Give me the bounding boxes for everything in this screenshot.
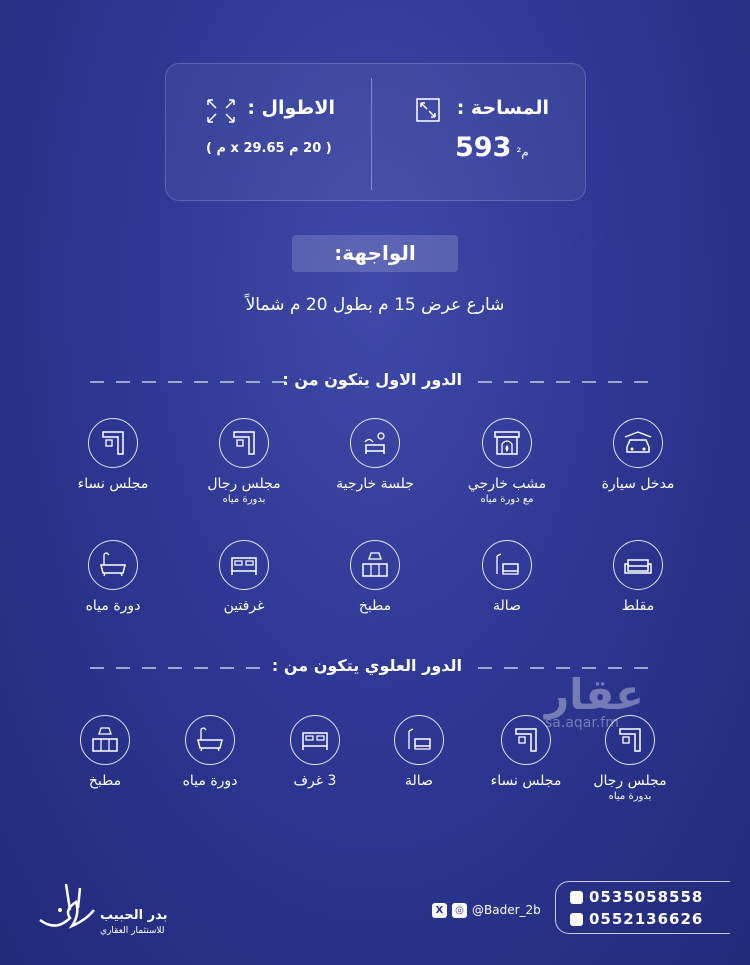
phone-number[interactable]: 0535058558 — [589, 888, 704, 906]
feature-label: غرفتين — [223, 598, 265, 614]
feature-label: دورة مياه — [182, 773, 238, 789]
fireplace-icon — [482, 418, 532, 468]
outdoor-seating-icon — [350, 418, 400, 468]
area-unit: م² — [516, 145, 529, 159]
upper-feature-kitchen — [40, 715, 170, 789]
sofa-icon — [613, 540, 663, 590]
phone-icon — [570, 913, 583, 926]
feature-label: صالة — [405, 773, 433, 789]
watermark-sub: sa.aqar.fm — [545, 715, 619, 731]
feature-label: دورة مياه — [85, 598, 141, 614]
brand-name: بدر الحبيب — [100, 908, 168, 923]
feature-label: صالة — [493, 598, 521, 614]
dims-expand-icon — [206, 98, 236, 124]
ground-feature-men-majlis — [179, 418, 309, 505]
facade-title: الواجهة: — [292, 235, 458, 272]
social-handle[interactable]: @Bader_2b — [472, 903, 541, 917]
feature-sublabel: بدورة مياه — [222, 494, 266, 505]
feature-label: مدخل سيارة — [601, 476, 675, 492]
ground-feature-outdoor-fireplace — [442, 418, 572, 505]
x-icon[interactable]: X — [432, 903, 447, 918]
phone-icon — [570, 891, 583, 904]
bed-icon — [219, 540, 269, 590]
stats-divider — [371, 78, 372, 190]
instagram-icon[interactable]: ◎ — [452, 903, 467, 918]
ground-feature-bathroom — [48, 540, 178, 614]
feature-label: مجلس نساء — [490, 773, 562, 789]
majlis-icon — [219, 418, 269, 468]
ground-feature-outdoor-seating — [310, 418, 440, 492]
feature-label: مجلس رجال — [207, 476, 281, 492]
majlis-icon — [605, 715, 655, 765]
feature-label: مشب خارجي — [467, 476, 547, 492]
ground-feature-dining — [573, 540, 703, 614]
ground-feature-kitchen — [310, 540, 440, 614]
facade-description: شارع عرض 15 م بطول 20 م شمالاً — [245, 295, 505, 315]
area-value-wrap — [449, 132, 529, 163]
bed-icon — [290, 715, 340, 765]
car-garage-icon — [613, 418, 663, 468]
phone-box — [555, 881, 730, 934]
bathtub-icon — [88, 540, 138, 590]
bathtub-icon — [185, 715, 235, 765]
feature-sublabel: بدورة مياه — [608, 791, 652, 802]
feature-label: جلسة خارجية — [336, 476, 414, 492]
brand-subtitle: للاستثمار العقاري — [100, 926, 165, 936]
living-room-icon — [394, 715, 444, 765]
feature-label: مجلس نساء — [77, 476, 149, 492]
feature-label: مطبخ — [88, 773, 122, 789]
feature-label: مقلط — [621, 598, 655, 614]
majlis-icon — [88, 418, 138, 468]
feature-sublabel: مع دورة مياه — [480, 494, 534, 505]
area-value: 593 — [455, 132, 512, 163]
ground-floor-title: الدور الاول يتكون من : — [282, 370, 462, 389]
ground-feature-living-room — [442, 540, 572, 614]
ground-feature-women-majlis — [48, 418, 178, 492]
ground-feature-car-entrance — [573, 418, 703, 492]
upper-floor-dashes-left — [90, 667, 270, 669]
area-label: المساحة : — [456, 97, 549, 119]
feature-label: 3 غرف — [293, 773, 337, 789]
kitchen-icon — [350, 540, 400, 590]
majlis-icon — [501, 715, 551, 765]
ground-floor-dashes-right — [478, 381, 668, 383]
dims-label: الاطوال : — [247, 97, 335, 119]
stats-card — [165, 63, 586, 201]
feature-label: مجلس رجال — [593, 773, 667, 789]
watermark-main: عقار — [545, 670, 644, 719]
social-links — [432, 902, 541, 918]
phone-row[interactable] — [570, 888, 703, 906]
living-room-icon — [482, 540, 532, 590]
phone-number[interactable]: 0552136626 — [589, 910, 704, 928]
phone-row[interactable] — [570, 910, 703, 928]
upper-floor-dashes-right — [478, 667, 668, 669]
ground-floor-dashes-left — [90, 381, 290, 383]
dims-value: ( 20 م x 29.65 م ) — [206, 141, 332, 156]
upper-floor-title: الدور العلوي يتكون من : — [271, 656, 462, 675]
ground-feature-two-rooms — [179, 540, 309, 614]
area-expand-icon — [416, 98, 440, 122]
kitchen-icon — [80, 715, 130, 765]
feature-label: مطبخ — [358, 598, 392, 614]
